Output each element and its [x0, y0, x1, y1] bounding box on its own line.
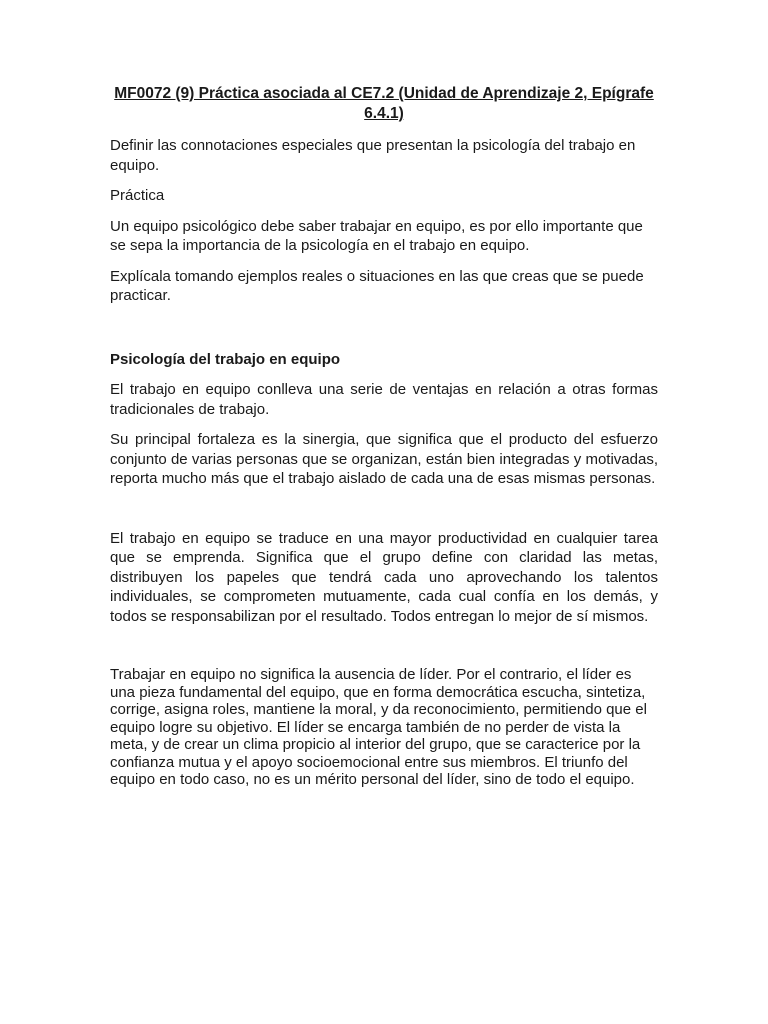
section-heading: Psicología del trabajo en equipo [110, 350, 341, 368]
spacer [110, 317, 658, 350]
intro-paragraph-instruction: Explícala tomando ejemplos reales o situaciones en las que creas que se puede practicar. [110, 267, 644, 304]
body-paragraph-advantages: El trabajo en equipo conlleva una serie de ventajas en relación a otras formas tradicionales de trabajo. [110, 381, 658, 418]
document-title: MF0072 (9) Práctica asociada al CE7.2 (Unidad de Aprendizaje 2, Epígrafe 6.4.1) [114, 85, 654, 122]
document-page [110, 84, 658, 789]
spacer [110, 637, 658, 666]
intro-paragraph-task: Definir las connotaciones especiales que presentan la psicología del trabajo en equipo. [110, 137, 636, 174]
body-paragraph-leadership: Trabajar en equipo no significa la ausencia de líder. Por el contrario, el líder es una pieza fundamental del equipo, que en forma democrática escucha, sintetiza, corrige, asigna roles, mantiene la moral, y da reconocimiento, permitiendo que el equipo logre su objetivo. El líder se encarga también de no perder de vista la meta, y de crear un clima propicio al interior del grupo, que se caracterice por la confianza mutua y el apoyo socioemocional entre sus miembros. El triunfo del equipo en todo caso, no es un mérito personal del líder, sino de todo el equipo. [110, 666, 647, 788]
body-paragraph-synergy: Su principal fortaleza es la sinergia, que significa que el producto del esfuerzo conjunto de varias personas que se organizan, están bien integradas y motivadas, reporta mucho más que el trabajo aislado de cada una de esas mismas personas. [110, 431, 658, 487]
body-paragraph-productivity: El trabajo en equipo se traduce en una mayor productividad en cualquier tarea que se emprenda. Significa que el grupo define con claridad las metas, distribuyen los papeles que tendrá cada uno aprovechando los talentos individuales, se comprometen mutuamente, cada cual confía en los demás, y todos se responsabilizan por el resultado. Todos entregan lo mejor de sí mismos. [110, 529, 658, 625]
intro-paragraph-label: Práctica [110, 187, 165, 204]
spacer [110, 500, 658, 529]
intro-paragraph-statement: Un equipo psicológico debe saber trabajar en equipo, es por ello importante que se sepa la importancia de la psicología en el trabajo en equipo. [110, 217, 643, 254]
